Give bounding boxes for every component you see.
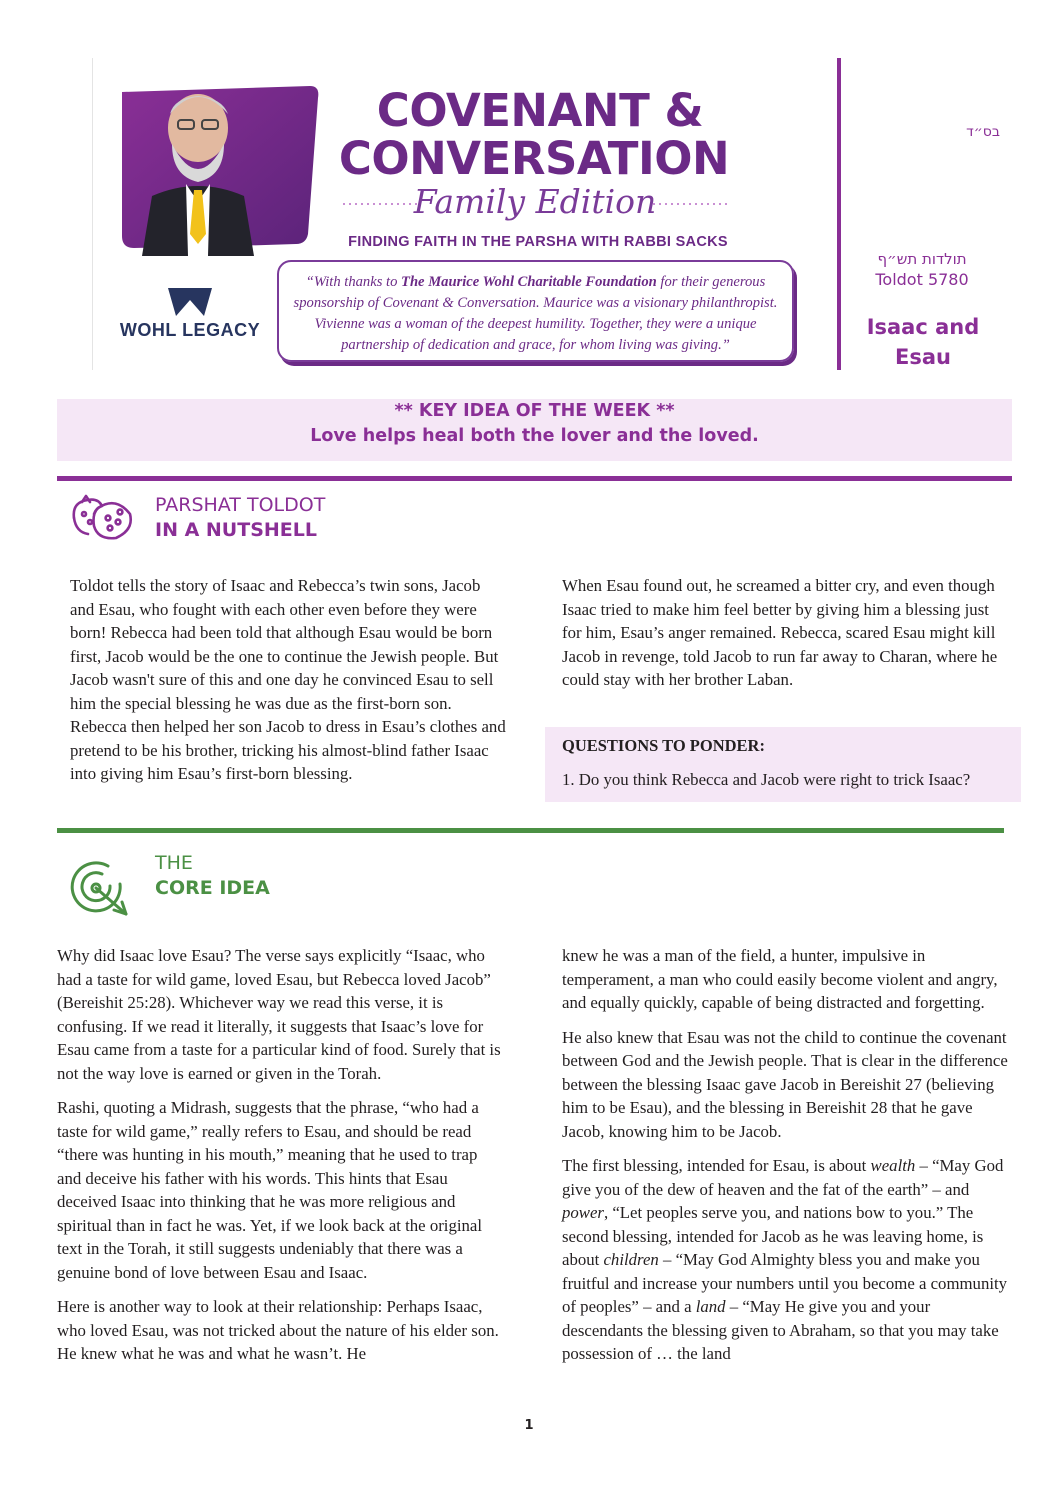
family-edition-banner xyxy=(335,180,735,224)
week-title: Isaac and Esau xyxy=(866,315,980,369)
core-right-column xyxy=(562,944,1008,1377)
parsha-english: Toldot 5780 xyxy=(875,270,969,289)
wohl-legacy-text: WOHL LEGACY xyxy=(119,320,261,340)
nutshell-left-column xyxy=(70,574,506,797)
sponsor-name: The Maurice Wohl Charitable Foundation xyxy=(401,274,657,290)
section-divider-green xyxy=(57,828,1004,833)
page-number: 1 xyxy=(524,1418,534,1433)
header-left-rule xyxy=(92,58,93,370)
pomegranate-icon xyxy=(68,492,136,542)
core-left-column xyxy=(57,944,505,1377)
nutshell-paragraph: When Esau found out, he screamed a bitter cry, and even though Isaac tried to make him feel better by giving him a blessing just for him, Esau’s anger remained. Rebecca, scared Esau might kill Jacob in revenge, told Jacob to run far away to Charan, where he could stay with her brother Laban. xyxy=(562,576,998,689)
core-paragraph: The first blessing, intended for Esau, is about wealth – “May God give you of the dew of heaven and the fat of the earth” – and power, “Let peoples serve you, and nations bow to you.” The second blessing, intended for Jacob as he was leaving home, is about children – “May God Almighty bless you and make you fruitful and increase your numbers until you become a community of peoples” – and a land – “May He give you and your descendants the blessing given to Abraham, so that you may take possession of … the land xyxy=(562,1156,1008,1363)
sponsorship-text: “With thanks to The Maurice Wohl Charitable Foundation for their generous sponsorship of Covenant & Conversation. Maurice was a visionary philanthropist. Vivienne was a woman of the deepest humility. Together, they were a unique partnership of dedication and grace, for whom living was giving.” xyxy=(293,274,778,353)
nutshell-right-column xyxy=(562,574,1008,703)
nutshell-heading-bold: IN A NUTSHELL xyxy=(155,519,317,541)
core-paragraph: knew he was a man of the field, a hunter, impulsive in temperament, a man who could easily become violent and angry, and equally quickly, capable of being distracted and forgetting. xyxy=(562,946,998,1012)
bsd-mark: בס״ד xyxy=(966,124,1000,140)
nutshell-heading-light: PARSHAT TOLDOT xyxy=(155,494,326,516)
parsha-hebrew: תולדות תש״ף xyxy=(877,250,967,268)
key-idea-label: ** KEY IDEA OF THE WEEK ** xyxy=(394,401,675,421)
core-paragraph: Here is another way to look at their relationship: Perhaps Isaac, who loved Esau, was not tricked about the nature of his elder son. He knew what he was and what he wasn’t. He xyxy=(57,1297,499,1363)
rabbi-portrait-image xyxy=(112,84,320,256)
masthead-subtitle: FINDING FAITH IN THE PARSHA WITH RABBI SACKS xyxy=(348,234,728,250)
core-heading-bold: CORE IDEA xyxy=(155,877,270,899)
core-paragraph: Why did Isaac love Esau? The verse says explicitly “Isaac, who had a taste for wild game, loved Esau, but Rebecca loved Jacob” (Bereishit 25:28). Whichever way we read this verse, it is confusing. If we read it literally, it suggests that Isaac’s love for Esau came from a taste for a particular kind of food. Surely that is not the way love is earned or given in the Torah. xyxy=(57,946,501,1083)
header-right-rule xyxy=(837,58,841,370)
questions-title: QUESTIONS TO PONDER: xyxy=(562,736,765,755)
core-paragraph: Rashi, quoting a Midrash, suggests that the phrase, “who had a taste for wild game,” really refers to Esau, and should be read “there was hunting in his mouth,” meaning that he used to trap and deceive his father with his words. This hints that Esau deceived Isaac into thinking that he was more religious and spiritual than in fact he was. Yet, if we look back at the original text in the Torah, it still suggests undeniably that there was a genuine bond of love between Esau and Isaac. xyxy=(57,1098,483,1282)
wohl-legacy-logo xyxy=(118,286,262,344)
target-icon xyxy=(68,856,134,918)
masthead-title-line1: COVENANT & xyxy=(376,84,704,137)
family-edition-text: Family Edition xyxy=(413,182,657,221)
key-idea-text: Love helps heal both the lover and the loved. xyxy=(310,426,759,446)
question-item: 1. Do you think Rebecca and Jacob were right to trick Isaac? xyxy=(562,770,971,789)
sponsorship-box xyxy=(277,260,794,362)
core-paragraph: He also knew that Esau was not the child to continue the covenant between God and the Jewish people. That is clear in the difference between the blessing Isaac gave Jacob in Bereishit 27 (believing him to be Esau), and the blessing in Bereishit 28 that he gave Jacob, knowing him to be Jacob. xyxy=(562,1027,1008,1141)
section-divider-purple xyxy=(57,476,1012,481)
masthead-title-line2: CONVERSATION xyxy=(338,132,730,185)
core-heading-light: THE xyxy=(155,852,193,874)
nutshell-paragraph: Toldot tells the story of Isaac and Rebecca’s twin sons, Jacob and Esau, who fought with each other even before they were born! Rebecca had been told that although Esau would be born first, Jacob would be the one to continue the Jewish people. But Jacob wasn't sure of this and one day he convinced Esau to sell him the special blessing he was due as the first-born son. Rebecca then helped her son Jacob to dress in Esau’s clothes and pretend to be his brother, tricking his almost-blind father Isaac into giving him Esau’s first-born blessing. xyxy=(70,576,506,783)
